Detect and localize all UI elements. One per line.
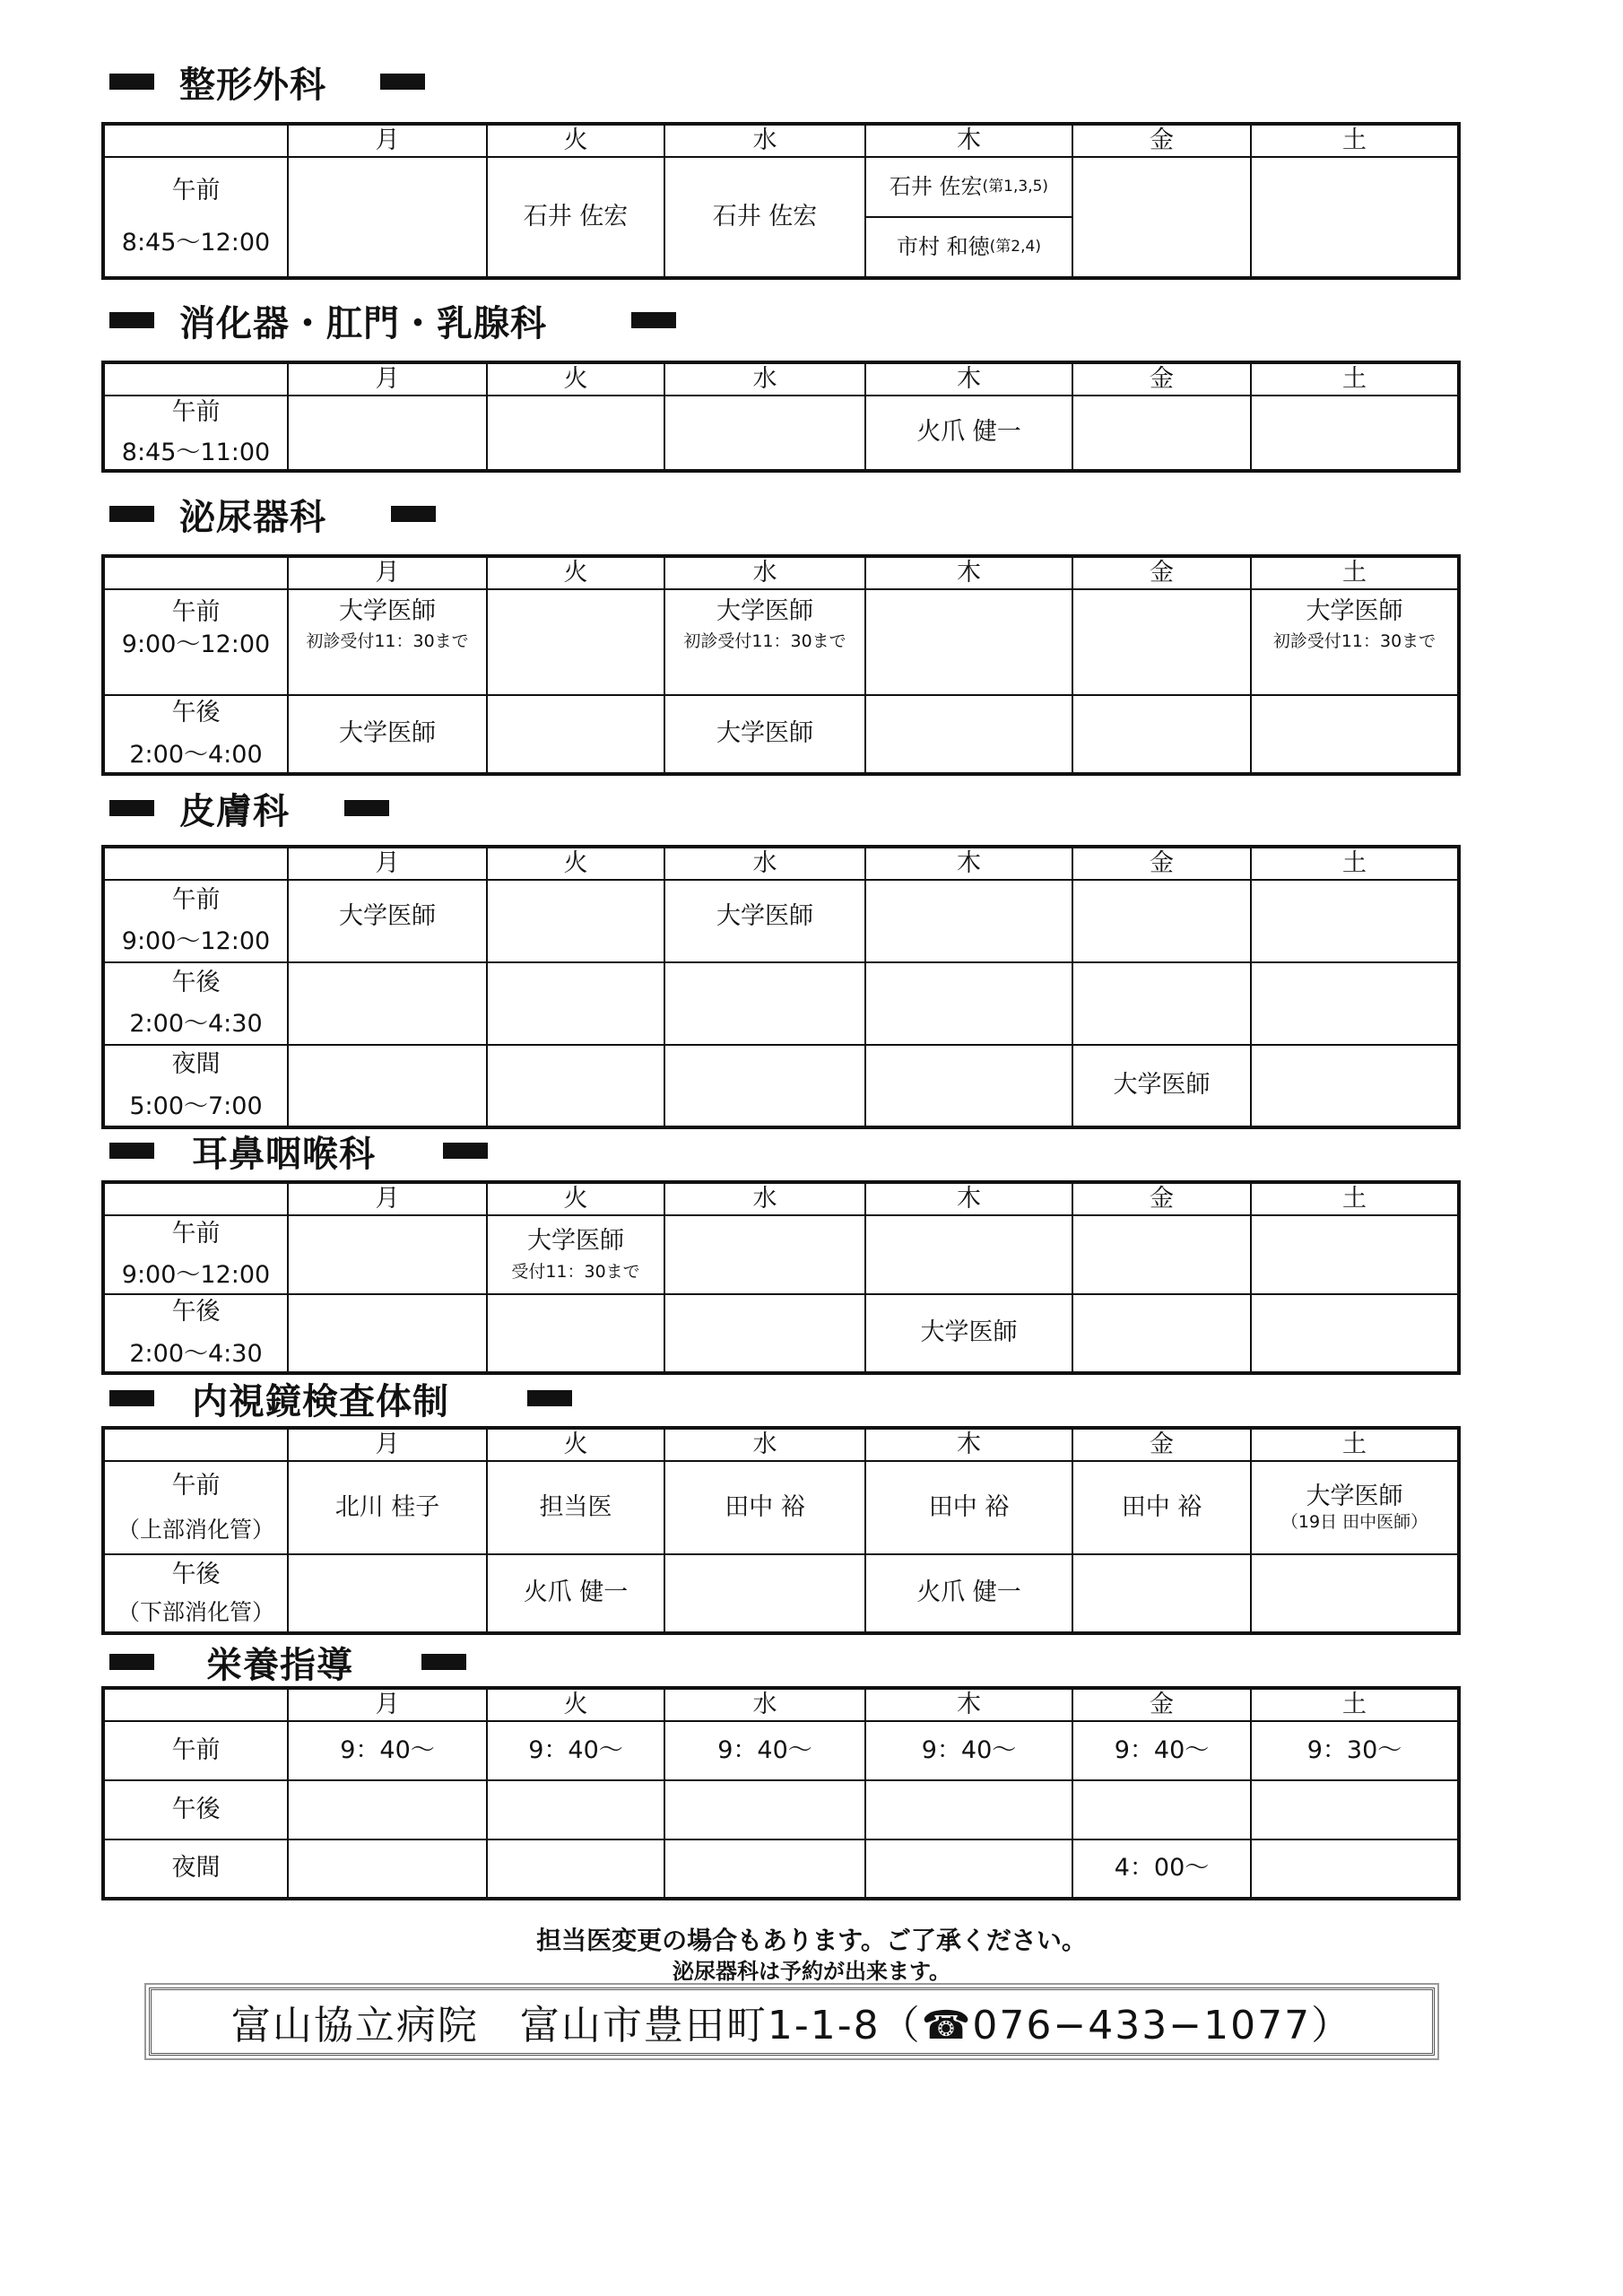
time-cell — [487, 1780, 664, 1839]
doctor-cell: 大学医師 — [664, 695, 865, 774]
time-cell: 9：40〜 — [288, 1721, 487, 1780]
doctor-cell — [288, 157, 487, 278]
doctor-cell — [288, 1045, 487, 1127]
header-row — [103, 1688, 1459, 1721]
time-cell: 9：40〜 — [1072, 1721, 1251, 1780]
day-header: 土 — [1251, 556, 1459, 589]
time-cell: 9：40〜 — [664, 1721, 865, 1780]
section-bar-right — [527, 1390, 572, 1406]
doctor-cell — [1251, 1045, 1459, 1127]
schedule-dermatology — [101, 845, 1461, 1129]
day-header: 金 — [1072, 1428, 1251, 1461]
section-bar-left — [109, 800, 154, 816]
time-cell — [1251, 1780, 1459, 1839]
doctor-cell: 石井 佐宏 — [487, 157, 664, 278]
day-header: 水 — [664, 124, 865, 157]
section-bar-right — [443, 1143, 488, 1159]
schedule-endoscopy — [101, 1426, 1461, 1635]
doctor-cell: 大学医師 （19日 田中医師） — [1251, 1461, 1459, 1554]
period-cell: 午前 8:45〜12:00 — [103, 157, 288, 278]
period-cell: 午前 （上部消化管） — [103, 1461, 288, 1554]
period-cell: 午前 9:00〜12:00 — [103, 880, 288, 962]
doctor-cell — [865, 1215, 1072, 1294]
thursday-doctor-b: 市村 和徳 (第2,4) — [897, 234, 1041, 260]
day-header: 金 — [1072, 1182, 1251, 1215]
section-title-nutrition: 栄養指導 — [206, 1644, 353, 1686]
doctor-cell — [664, 1045, 865, 1127]
period-cell: 午前 9:00〜12:00 — [103, 589, 288, 695]
doctor-cell: 田中 裕 — [865, 1461, 1072, 1554]
day-header: 月 — [288, 124, 487, 157]
header-row — [103, 124, 1459, 157]
day-header: 木 — [865, 1428, 1072, 1461]
corner-cell — [103, 362, 288, 396]
section-bar-right — [631, 312, 676, 328]
table-row — [103, 1294, 1459, 1373]
day-header: 土 — [1251, 124, 1459, 157]
section-bar-right — [421, 1654, 466, 1670]
day-header: 火 — [487, 1182, 664, 1215]
day-header: 木 — [865, 362, 1072, 396]
section-bar-right — [380, 74, 425, 90]
day-header: 木 — [865, 556, 1072, 589]
table-row — [103, 962, 1459, 1045]
day-header: 金 — [1072, 847, 1251, 880]
doctor-cell — [1251, 157, 1459, 278]
day-header: 木 — [865, 1688, 1072, 1721]
corner-cell — [103, 847, 288, 880]
schedule-gastro — [101, 361, 1461, 473]
day-header: 月 — [288, 362, 487, 396]
thursday-doctor-a: 石井 佐宏 (第1,3,5) — [866, 158, 1072, 218]
table-row — [103, 1461, 1459, 1554]
time-cell: 4：00〜 — [1072, 1839, 1251, 1899]
day-header: 火 — [487, 1688, 664, 1721]
table-row — [103, 396, 1459, 471]
period-cell: 夜間 5:00〜7:00 — [103, 1045, 288, 1127]
doctor-cell: 火爪 健一 — [487, 1554, 664, 1633]
day-header: 土 — [1251, 1428, 1459, 1461]
period-cell: 夜間 — [103, 1839, 288, 1899]
day-header: 月 — [288, 847, 487, 880]
corner-cell — [103, 1428, 288, 1461]
table-row — [103, 880, 1459, 962]
section-bar-left — [109, 1654, 154, 1670]
doctor-cell — [865, 1045, 1072, 1127]
day-header: 火 — [487, 362, 664, 396]
doctor-cell: 田中 裕 — [1072, 1461, 1251, 1554]
time-cell — [664, 1780, 865, 1839]
section-bar-left — [109, 1390, 154, 1406]
doctor-cell: 大学医師 初診受付11：30まで — [1251, 589, 1459, 695]
corner-cell — [103, 124, 288, 157]
day-header: 木 — [865, 1182, 1072, 1215]
day-header: 土 — [1251, 847, 1459, 880]
day-header: 水 — [664, 1428, 865, 1461]
doctor-cell — [487, 1045, 664, 1127]
period-cell: 午前 8:45〜11:00 — [103, 396, 288, 471]
doctor-cell — [487, 396, 664, 471]
doctor-cell — [865, 589, 1072, 695]
header-row — [103, 847, 1459, 880]
doctor-cell: 大学医師 受付11：30まで — [487, 1215, 664, 1294]
doctor-cell — [288, 962, 487, 1045]
hospital-contact: 富山協立病院 富山市豊田町1-1-8（☎076−433−1077） — [149, 1987, 1435, 2056]
section-bar-left — [109, 312, 154, 328]
time-cell — [288, 1780, 487, 1839]
schedule-orthopedics — [101, 122, 1461, 280]
section-title-gastro: 消化器・肛門・乳腺科 — [179, 302, 547, 344]
day-header: 金 — [1072, 362, 1251, 396]
time-cell — [865, 1839, 1072, 1899]
table-row — [103, 695, 1459, 774]
time-cell — [865, 1780, 1072, 1839]
doctor-cell — [1072, 1215, 1251, 1294]
doctor-cell — [487, 695, 664, 774]
day-header: 土 — [1251, 362, 1459, 396]
section-bar-right — [344, 800, 389, 816]
doctor-cell: 田中 裕 — [664, 1461, 865, 1554]
day-header: 月 — [288, 1428, 487, 1461]
doctor-cell — [664, 1554, 865, 1633]
time-cell — [1251, 1839, 1459, 1899]
period-cell: 午後 — [103, 1780, 288, 1839]
schedule-nutrition — [101, 1686, 1461, 1900]
day-header: 月 — [288, 1182, 487, 1215]
doctor-cell — [664, 1215, 865, 1294]
doctor-cell — [865, 880, 1072, 962]
section-title-urology: 泌尿器科 — [179, 496, 326, 538]
day-header: 金 — [1072, 1688, 1251, 1721]
doctor-cell — [1251, 1215, 1459, 1294]
section-bar-left — [109, 1143, 154, 1159]
section-bar-left — [109, 74, 154, 90]
time-cell: 9：40〜 — [865, 1721, 1072, 1780]
period-cell: 午前 — [103, 1721, 288, 1780]
doctor-cell: 大学医師 — [288, 880, 487, 962]
day-header: 水 — [664, 362, 865, 396]
doctor-cell: 大学医師 — [664, 880, 865, 962]
doctor-cell — [1072, 1294, 1251, 1373]
schedule-ent — [101, 1180, 1461, 1375]
period-cell: 午後 （下部消化管） — [103, 1554, 288, 1633]
day-header: 火 — [487, 124, 664, 157]
day-header: 水 — [664, 556, 865, 589]
table-row — [103, 1554, 1459, 1633]
period-cell: 午後 2:00〜4:30 — [103, 962, 288, 1045]
doctor-cell — [288, 1294, 487, 1373]
time-cell: 9：30〜 — [1251, 1721, 1459, 1780]
doctor-cell: 担当医 — [487, 1461, 664, 1554]
doctor-cell — [1251, 396, 1459, 471]
header-row — [103, 362, 1459, 396]
day-header: 土 — [1251, 1182, 1459, 1215]
day-header: 火 — [487, 847, 664, 880]
day-header: 月 — [288, 556, 487, 589]
doctor-cell — [1251, 880, 1459, 962]
doctor-cell: 大学医師 — [1072, 1045, 1251, 1127]
day-header: 月 — [288, 1688, 487, 1721]
doctor-cell — [664, 1294, 865, 1373]
day-header: 木 — [865, 124, 1072, 157]
doctor-cell-split — [865, 157, 1072, 278]
day-header: 火 — [487, 1428, 664, 1461]
doctor-cell — [1072, 1554, 1251, 1633]
doctor-cell — [1072, 880, 1251, 962]
doctor-cell — [865, 962, 1072, 1045]
doctor-cell — [1251, 695, 1459, 774]
schedule-urology — [101, 554, 1461, 776]
doctor-cell — [288, 1554, 487, 1633]
corner-cell — [103, 1182, 288, 1215]
doctor-cell: 火爪 健一 — [865, 396, 1072, 471]
doctor-cell — [487, 1294, 664, 1373]
day-header: 木 — [865, 847, 1072, 880]
doctor-cell — [865, 695, 1072, 774]
doctor-cell — [1072, 396, 1251, 471]
table-row — [103, 589, 1459, 695]
time-cell — [487, 1839, 664, 1899]
doctor-cell — [487, 589, 664, 695]
doctor-cell — [1251, 1554, 1459, 1633]
time-cell: 9：40〜 — [487, 1721, 664, 1780]
doctor-cell — [1072, 695, 1251, 774]
header-row — [103, 1428, 1459, 1461]
doctor-cell: 大学医師 — [865, 1294, 1072, 1373]
period-cell: 午後 2:00〜4:30 — [103, 1294, 288, 1373]
day-header: 水 — [664, 847, 865, 880]
doctor-cell — [288, 396, 487, 471]
day-header: 金 — [1072, 556, 1251, 589]
header-row — [103, 556, 1459, 589]
period-cell: 午後 2:00〜4:00 — [103, 695, 288, 774]
reservation-notice: 泌尿器科は予約が出来ます。 — [672, 1959, 951, 1984]
doctor-cell — [664, 962, 865, 1045]
doctor-cell — [1072, 157, 1251, 278]
day-header: 火 — [487, 556, 664, 589]
doctor-cell — [1251, 962, 1459, 1045]
day-header: 水 — [664, 1688, 865, 1721]
time-cell — [1072, 1780, 1251, 1839]
time-cell — [664, 1839, 865, 1899]
section-bar-left — [109, 506, 154, 522]
doctor-cell — [1072, 589, 1251, 695]
section-title-orthopedics: 整形外科 — [179, 64, 326, 106]
doctor-cell — [1251, 1294, 1459, 1373]
period-cell: 午前 9:00〜12:00 — [103, 1215, 288, 1294]
doctor-cell: 石井 佐宏 — [664, 157, 865, 278]
day-header: 金 — [1072, 124, 1251, 157]
doctor-cell — [664, 396, 865, 471]
section-title-dermatology: 皮膚科 — [179, 790, 290, 832]
doctor-cell — [487, 962, 664, 1045]
table-row — [103, 1839, 1459, 1899]
doctor-cell: 北川 桂子 — [288, 1461, 487, 1554]
table-row — [103, 1045, 1459, 1127]
doctor-cell — [288, 1215, 487, 1294]
section-bar-right — [391, 506, 436, 522]
doctor-cell: 大学医師 初診受付11：30まで — [664, 589, 865, 695]
day-header: 水 — [664, 1182, 865, 1215]
change-notice: 担当医変更の場合もあります。ご了承ください。 — [536, 1926, 1087, 1955]
doctor-cell: 大学医師 初診受付11：30まで — [288, 589, 487, 695]
section-title-endoscopy: 内視鏡検査体制 — [192, 1380, 449, 1422]
section-title-ent: 耳鼻咽喉科 — [192, 1133, 376, 1175]
doctor-cell: 大学医師 — [288, 695, 487, 774]
header-row — [103, 1182, 1459, 1215]
table-row — [103, 1780, 1459, 1839]
doctor-cell: 火爪 健一 — [865, 1554, 1072, 1633]
table-row — [103, 157, 1459, 278]
corner-cell — [103, 556, 288, 589]
table-row — [103, 1215, 1459, 1294]
day-header: 土 — [1251, 1688, 1459, 1721]
time-cell — [288, 1839, 487, 1899]
corner-cell — [103, 1688, 288, 1721]
doctor-cell — [1072, 962, 1251, 1045]
table-row — [103, 1721, 1459, 1780]
doctor-cell — [487, 880, 664, 962]
